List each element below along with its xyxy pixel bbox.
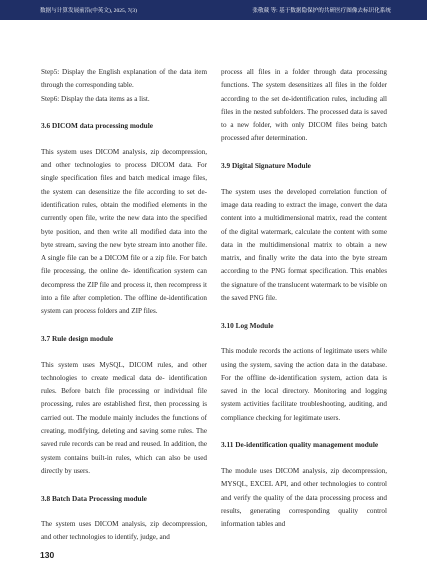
section-3-10-heading: 3.10 Log Module xyxy=(221,320,274,330)
step5-text: Step5: Display the English explanation of the data item through the corresponding table. xyxy=(41,68,207,90)
section-3-7-heading: 3.7 Rule design module xyxy=(41,333,114,343)
left-column xyxy=(41,66,207,545)
running-header xyxy=(0,0,427,20)
section-3-6-heading: 3.6 DICOM data processing module xyxy=(41,121,153,131)
section-3-7-body: This system uses MySQL, DICOM rules, and other technologies to create medical data de- identification rules. Before batch file processing or individual file processing, rules are established first, then processing is carried out. The module mainly includes the functions of creating, modifying, deleting and saving some rules. The saved rule records can be read and reused. In addition, the system contains built-in rules, which can also be used directly by users. xyxy=(41,360,207,475)
section-3-8-heading: 3.8 Batch Data Processing module xyxy=(41,493,147,503)
section-3-11-heading: 3.11 De-identification quality management module xyxy=(221,440,379,450)
section-3-11-body: The module uses DICOM analysis, zip decompression, MYSQL, EXCEL API, and other technologies to control and verify the quality of the data processing process and results, generating corresponding quality control information tables and xyxy=(221,466,387,529)
section-3-10-body: This module records the actions of legitimate users while using the system, saving the action data in the database. For the offline de-identification system, action data is saved in the local directory. Monitoring and logging system activities facilitate troubleshooting, auditing, and compliance checking for legitimate users. xyxy=(221,347,387,422)
section-3-9-body: The system uses the developed correlation function of image data reading to extract the image, convert the data content into a multidimensional matrix, read the content of the digital watermark, calculate the content with some data in the multidimensional matrix to obtain a new matrix, and finally write the data into the byte stream according to the PNG format specification. This enables the signature of the translucent watermark to be visible on the saved PNG file. xyxy=(221,187,387,303)
section-3-8-body: The system uses DICOM analysis, zip decompression, and other technologies to identify, judge, and xyxy=(41,520,207,542)
article-running-title: 张敬葳 等: 基于数据隐保护的共研医疗图像去标识化系统 xyxy=(252,8,391,14)
right-column xyxy=(221,66,387,531)
section-3-8-continued: process all files in a folder through data processing functions. The system desensitizes all files in the folder according to the set de-identification rules, including all files in the nested subfolders. The processed data is saved to a new folder, with only DICOM files being batch processed after determination. xyxy=(221,68,387,143)
section-3-6-body: This system uses DICOM analysis, zip decompression, and other technologies to process DICOM data. For single specification files and batch medical image files, the system can desensitize the file according to set de- identification rules, obtain the modified elements in the currently open file, write the new data into the specified byte position, and then write all modified data into the byte stream, saving the new byte stream into another file. A single file can be a DICOM file or a zip file. For batch file processing, the online de- identification system can decompress the ZIP file and process it, then recompress it into a file after completion. The offline de-identification system can process folders and ZIP files. xyxy=(41,147,207,316)
journal-citation: 数据与计算发展前沿(中英文), 2025, 7(3) xyxy=(40,8,137,14)
section-3-9-heading: 3.9 Digital Signature Module xyxy=(221,161,311,171)
page-number: 130 xyxy=(40,550,55,560)
step6-text: Step6: Display the data items as a list. xyxy=(41,94,150,103)
